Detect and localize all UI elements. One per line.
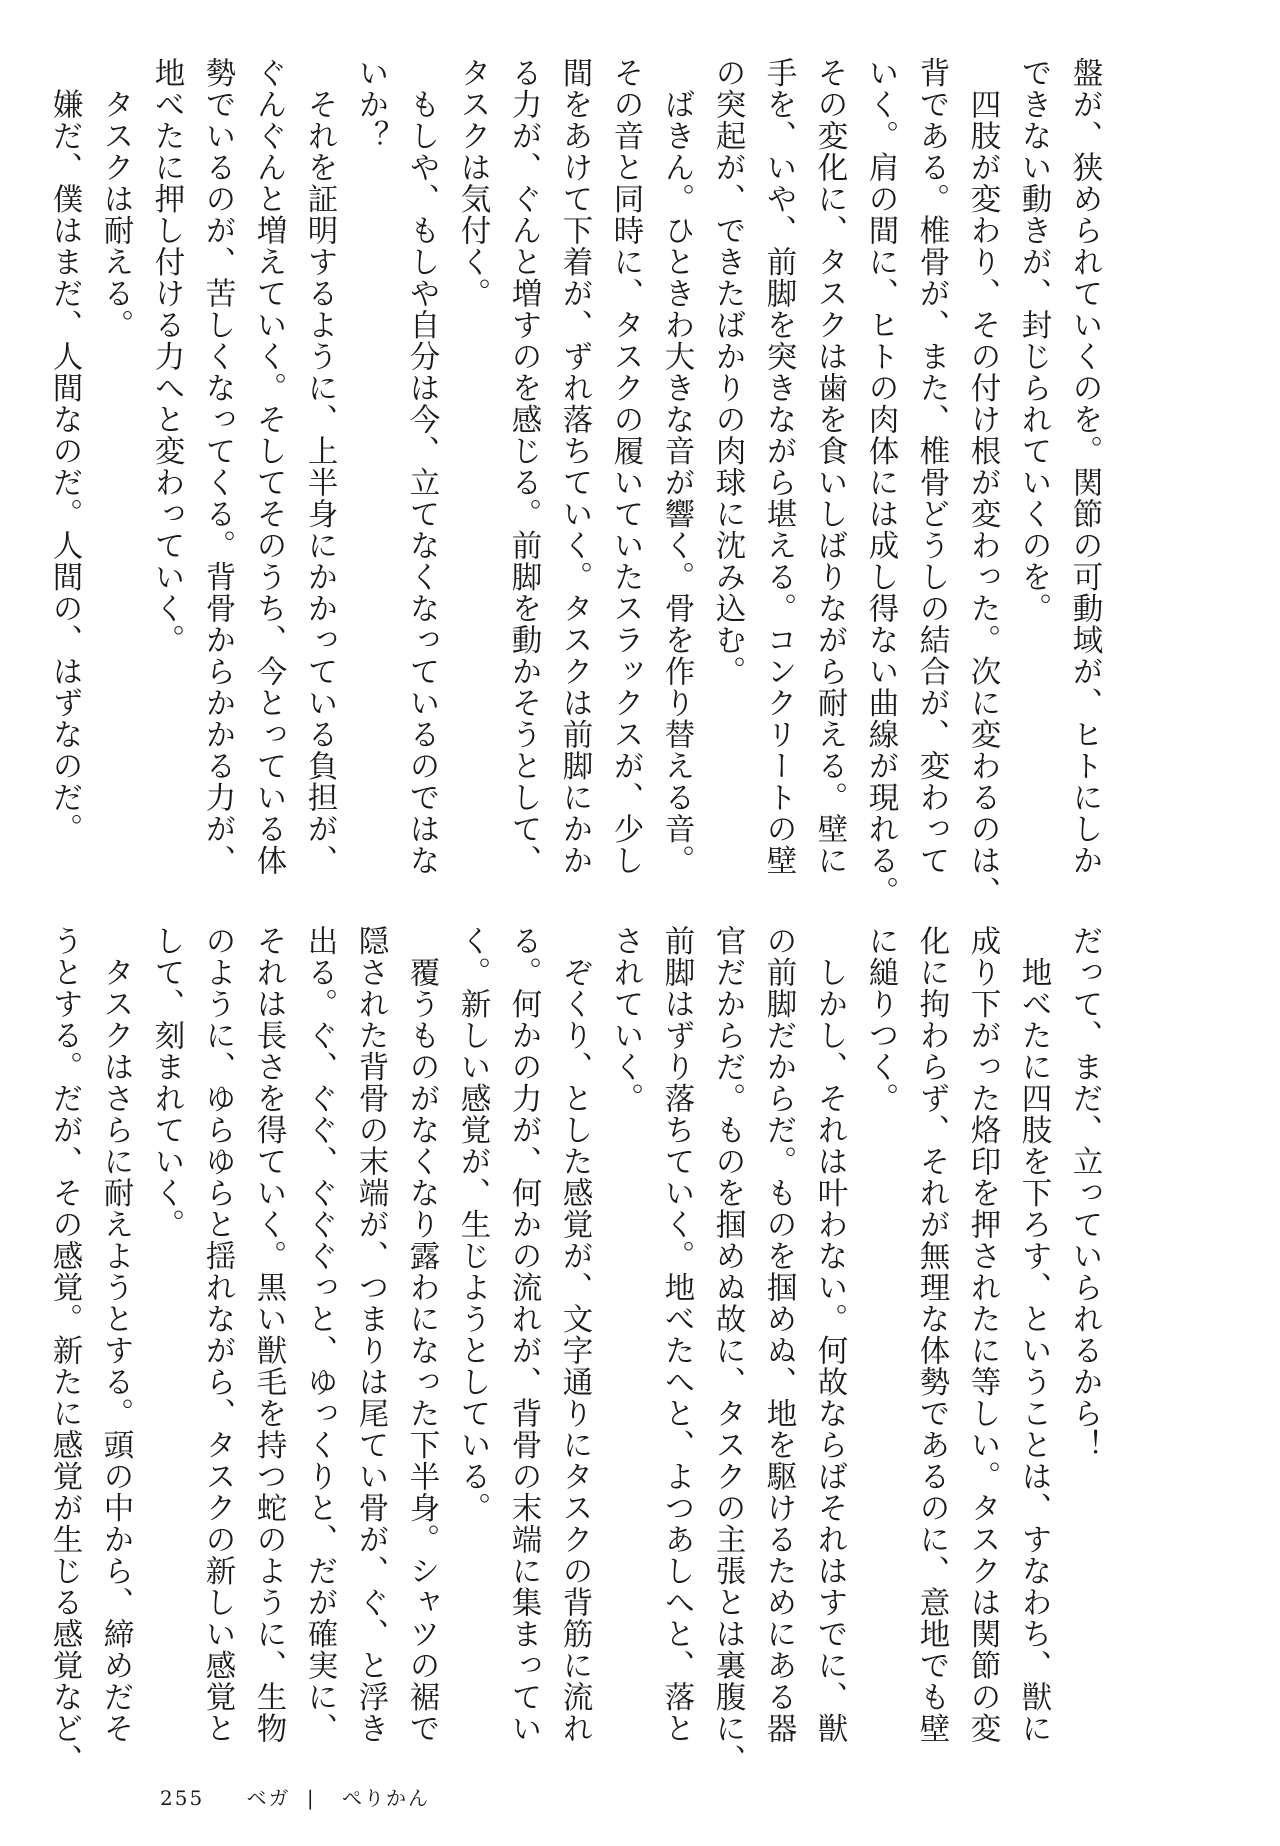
text-line: その音と同時に、タスクの履いていたスラックスが、少し [608,57,643,876]
text-line: それは長さを得ていく。黒い獣毛を持つ蛇のように、生物 [251,925,286,1744]
text-line: 盤が、狭められていくのを。関節の可動域が、ヒトにしか [1067,57,1102,876]
text-line: 成り下がった烙印を押されたに等しい。タスクは関節の変 [965,925,1000,1744]
text-line: る。何かの力が、何かの流れが、背骨の末端に集まってい [506,925,541,1744]
text-line: だって、まだ、立っていられるから！ [1067,925,1102,1461]
text-line: 前脚はずり落ちていく。地べたへと、よつあしへと、落と [659,925,694,1744]
text-line: タスクは耐える。 [98,57,133,341]
text-line: る力が、ぐんと増すのを感じる。前脚を動かそうとして、 [506,57,541,876]
text-line: 背である。椎骨が、また、椎骨どうしの結合が、変わって [914,57,949,876]
text-line: うとする。だが、その感覚。新たに感覚が生じる感覚など、 [47,925,82,1776]
text-line: 間をあけて下着が、ずれ落ちていく。タスクは前脚にかか [557,57,592,876]
text-line: 地べたに押し付ける力へと変わっていく。 [149,57,184,656]
text-line: 手を、いや、前脚を突きながら堪える。コンクリートの壁 [761,57,796,876]
text-line: タスクはさらに耐えようとする。頭の中から、締めだそ [98,925,133,1744]
text-line: に縋りつく。 [863,925,898,1114]
work-title: ベガ [246,1786,291,1810]
text-line: の前脚だからだ。ものを掴めぬ、地を駆けるためにある器 [761,925,796,1744]
text-line: いか？ [353,57,388,152]
page-footer [160,1782,430,1811]
top-text-block [39,57,1110,908]
text-line: 覆うものがなくなり露わになった下半身。シャツの裾で [404,925,439,1744]
text-line: 地べたに四肢を下ろす、ということは、すなわち、獣に [1016,925,1051,1744]
text-line: されていく。 [608,925,643,1114]
author-name: ぺりかん [342,1786,431,1810]
bottom-text-block [39,925,1110,1776]
text-line: その変化に、タスクは歯を食いしばりながら耐える。壁に [812,57,847,876]
text-line: ぐんぐんと増えていく。そしてそのうち、今とっている体 [251,57,286,876]
text-line: して、刻まれていく。 [149,925,184,1240]
text-line: く。新しい感覚が、生じようとしている。 [455,925,490,1524]
text-line: いく。肩の間に、ヒトの肉体には成し得ない曲線が現れる。 [863,57,898,908]
text-line: それを証明するように、上半身にかかっている負担が、 [302,57,337,876]
text-line: のように、ゆらゆらと揺れながら、タスクの新しい感覚と [200,925,235,1744]
footer-separator: | [306,1786,316,1810]
text-line: 勢でいるのが、苦しくなってくる。背骨からかかる力が、 [200,57,235,876]
text-line: の突起が、できたばかりの肉球に沈み込む。 [710,57,745,687]
text-line: 官だからだ。ものを掴めぬ故に、タスクの主張とは裏腹に、 [710,925,745,1776]
text-line: できない動きが、封じられていくのを。 [1016,57,1051,624]
text-line: 化に拘わらず、それが無理な体勢であるのに、意地でも壁 [914,925,949,1744]
text-line: しかし、それは叶わない。何故ならばそれはすでに、獣 [812,925,847,1744]
text-line: もしや、もしや自分は今、立てなくなっているのではな [404,57,439,876]
text-line: ぞくり、とした感覚が、文字通りにタスクの背筋に流れ [557,925,592,1744]
text-line: 嫌だ、僕はまだ、人間なのだ。人間の、はずなのだ。 [47,57,82,845]
page-number: 255 [160,1786,205,1810]
text-line: ばきん。ひときわ大きな音が響く。骨を作り替える音。 [659,57,694,876]
text-line: 四肢が変わり、その付け根が変わった。次に変わるのは、 [965,57,1000,908]
text-line: 隠された背骨の末端が、つまりは尾てい骨が、ぐ、と浮き [353,925,388,1744]
text-line: タスクは気付く。 [455,57,490,309]
text-line: 出る。ぐ、ぐぐ、ぐぐぐっと、ゆっくりと、だが確実に、 [302,925,337,1744]
